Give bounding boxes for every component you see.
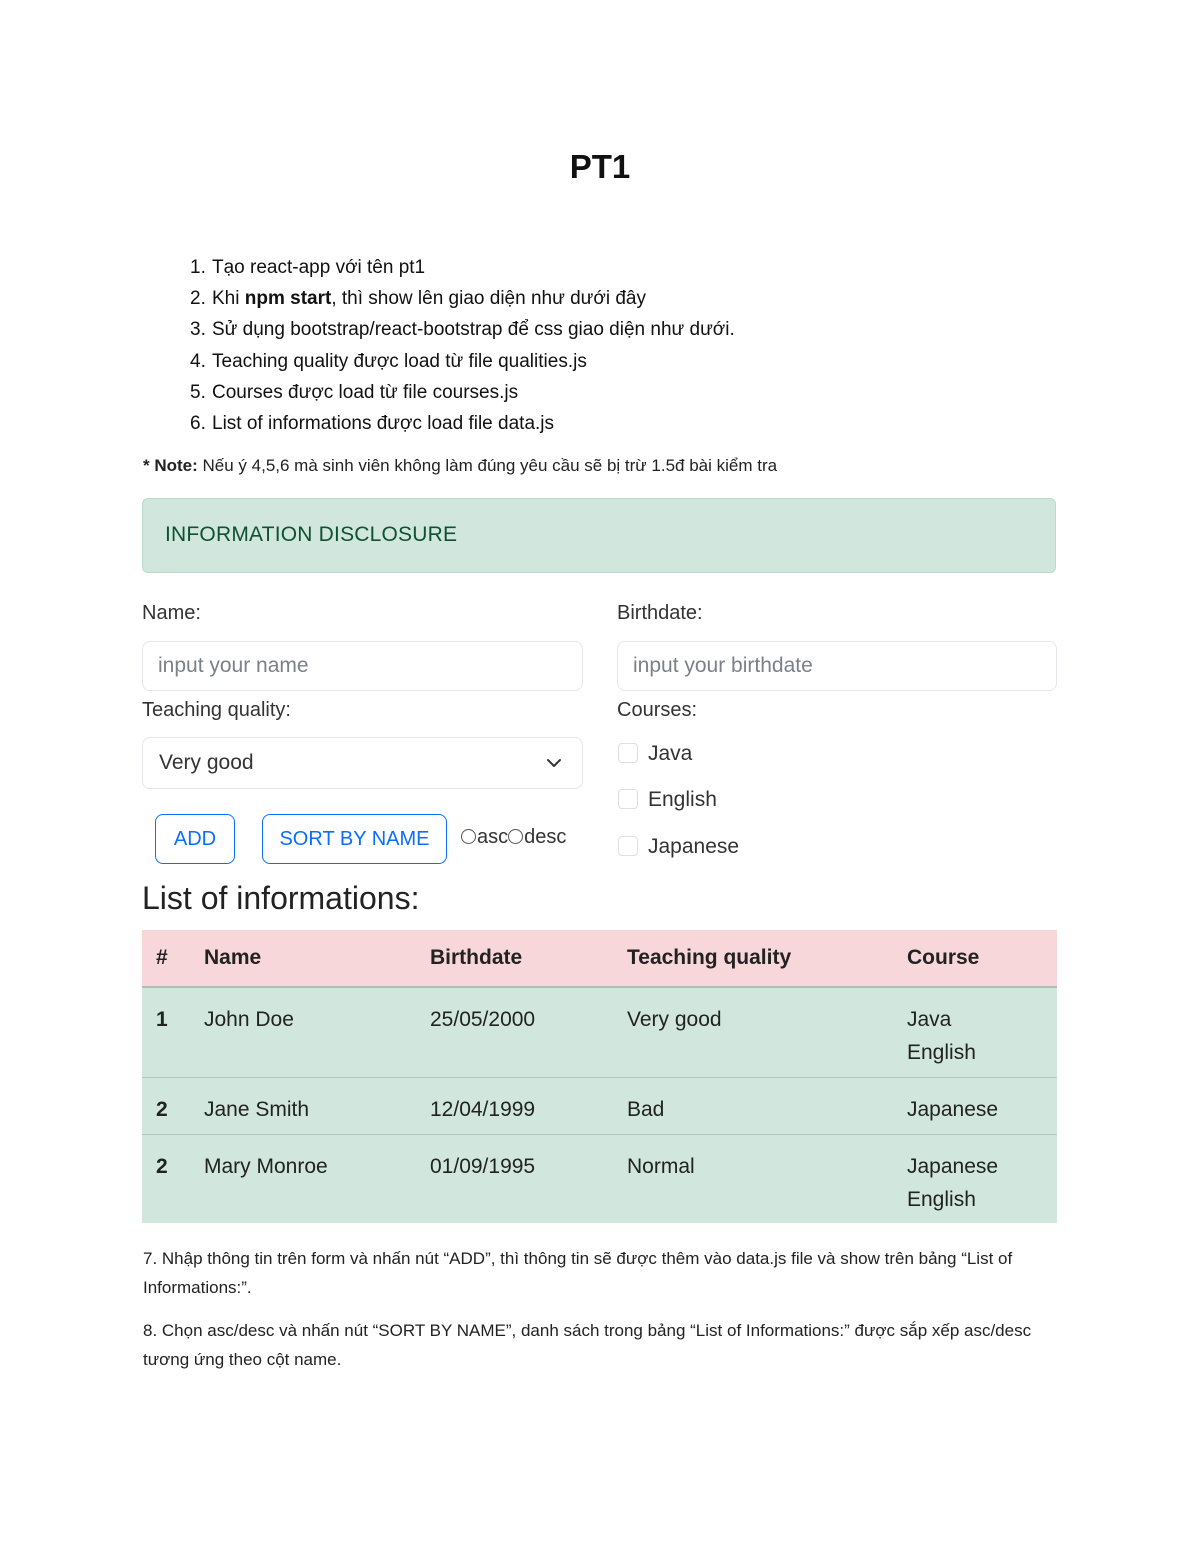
course-checkbox-japanese[interactable]: Japanese: [618, 835, 739, 859]
row-quality: Normal: [613, 1135, 893, 1224]
table-row: [142, 987, 1057, 1078]
checkbox-icon[interactable]: [618, 836, 638, 856]
column-header: Birthdate: [416, 930, 613, 987]
course-checkbox-java[interactable]: Java: [618, 742, 692, 766]
information-table: [142, 930, 1057, 1223]
requirements-list: [190, 252, 735, 439]
alert-title: INFORMATION DISCLOSURE: [165, 523, 458, 546]
row-birthdate: 12/04/1999: [416, 1078, 613, 1135]
birthdate-label: Birthdate:: [617, 602, 703, 624]
list-item: 1. Tạo react-app với tên pt1: [190, 257, 426, 278]
table-header-row: [142, 930, 1057, 987]
checkbox-icon[interactable]: [618, 789, 638, 809]
list-item: 3. Sử dụng bootstrap/react-bootstrap để css giao diện như dưới.: [190, 319, 735, 341]
column-header: Name: [190, 930, 416, 987]
sort-order-radios: asc desc: [461, 826, 566, 849]
information-disclosure-alert: [142, 498, 1056, 573]
sort-by-name-button[interactable]: SORT BY NAME: [262, 814, 447, 864]
radio-desc[interactable]: [508, 829, 523, 844]
table-row: [142, 1135, 1057, 1224]
column-header: Course: [893, 930, 1057, 987]
row-birthdate: 01/09/1995: [416, 1135, 613, 1224]
requirement-7: 7. Nhập thông tin trên form và nhấn nút “ADD”, thì thông tin sẽ được thêm vào data.js file và show trên bảng “List of Informations:”.: [143, 1249, 1013, 1297]
column-header: Teaching quality: [613, 930, 893, 987]
requirement-8: 8. Chọn asc/desc và nhấn nút “SORT BY NAME”, danh sách trong bảng “List of Informations:” được sắp xếp asc/desc tương ứng theo cột name.: [143, 1321, 1032, 1369]
radio-asc[interactable]: [461, 829, 476, 844]
name-label: Name:: [142, 602, 201, 624]
list-item: 6. List of informations được load file data.js: [190, 413, 555, 435]
note: * Note: Nếu ý 4,5,6 mà sinh viên không làm đúng yêu cầu sẽ bị trừ 1.5đ bài kiểm tra: [143, 456, 778, 475]
row-quality: Very good: [613, 987, 893, 1078]
courses-label: Courses:: [617, 699, 698, 721]
row-name: Mary Monroe: [190, 1135, 416, 1224]
birthdate-input[interactable]: [617, 641, 1057, 691]
teaching-quality-select[interactable]: [142, 737, 583, 789]
selected-value: Very good: [159, 751, 254, 774]
row-name: John Doe: [190, 987, 416, 1078]
row-course: Java English: [893, 987, 1057, 1078]
column-header: #: [142, 930, 190, 987]
add-button[interactable]: ADD: [155, 814, 235, 864]
list-item: 5. Courses được load từ file courses.js: [190, 381, 519, 403]
row-course: Japanese English: [893, 1135, 1057, 1224]
row-course: Japanese: [893, 1078, 1057, 1135]
row-index: 2: [142, 1078, 190, 1135]
row-quality: Bad: [613, 1078, 893, 1135]
row-index: 1: [142, 987, 190, 1078]
course-checkbox-english[interactable]: English: [618, 788, 717, 812]
chevron-down-icon: [546, 755, 562, 771]
teaching-quality-label: Teaching quality:: [142, 699, 291, 721]
row-index: 2: [142, 1135, 190, 1224]
row-birthdate: 25/05/2000: [416, 987, 613, 1078]
row-name: Jane Smith: [190, 1078, 416, 1135]
name-input[interactable]: [142, 641, 583, 691]
list-item: 2. Khi npm start, thì show lên giao diện như dưới đây: [190, 288, 646, 310]
checkbox-icon[interactable]: [618, 743, 638, 763]
list-item: 4. Teaching quality được load từ file qualities.js: [190, 350, 587, 372]
page-title: PT1: [569, 148, 631, 185]
list-title: List of informations:: [142, 880, 420, 916]
table-row: [142, 1078, 1057, 1135]
